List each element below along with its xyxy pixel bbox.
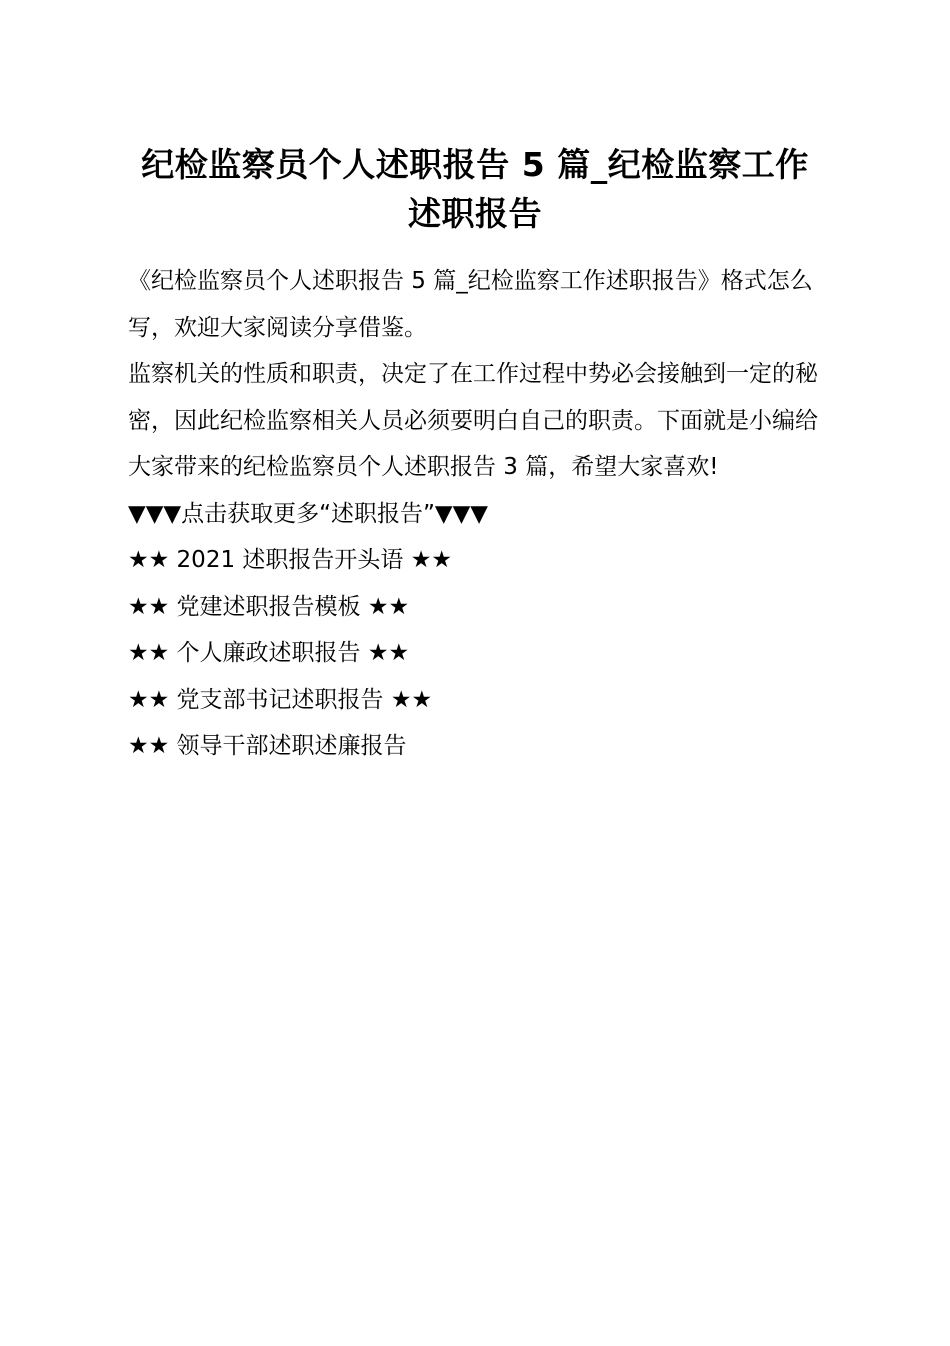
- link-leader-report[interactable]: ★★ 领导干部述职述廉报告: [128, 733, 407, 759]
- link-personal-integrity-report[interactable]: ★★ 个人廉政述职报告 ★★: [128, 640, 410, 666]
- link-opening-remarks[interactable]: ★★ 2021 述职报告开头语 ★★: [128, 547, 452, 573]
- link-party-building-template[interactable]: ★★ 党建述职报告模板 ★★: [128, 593, 410, 620]
- body-paragraph: 监察机关的性质和职责，决定了在工作过程中势必会接触到一定的秘密，因此纪检监察相关人员必须要明白自己的职责。下面就是小编给大家带来的纪检监察员个人述职报告 3 篇，希望大家喜欢!: [128, 361, 818, 480]
- intro-paragraph: 《纪检监察员个人述职报告 5 篇_纪检监察工作述职报告》格式怎么写，欢迎大家阅读分享借鉴。: [128, 268, 813, 341]
- document-title: 纪检监察员个人述职报告 5 篇_纪检监察工作述职报告: [141, 145, 809, 233]
- link-branch-secretary-report[interactable]: ★★ 党支部书记述职报告 ★★: [128, 686, 433, 713]
- document-content: [128, 140, 822, 770]
- more-reports-link[interactable]: ▼▼▼点击获取更多“述职报告”▼▼▼: [128, 500, 488, 527]
